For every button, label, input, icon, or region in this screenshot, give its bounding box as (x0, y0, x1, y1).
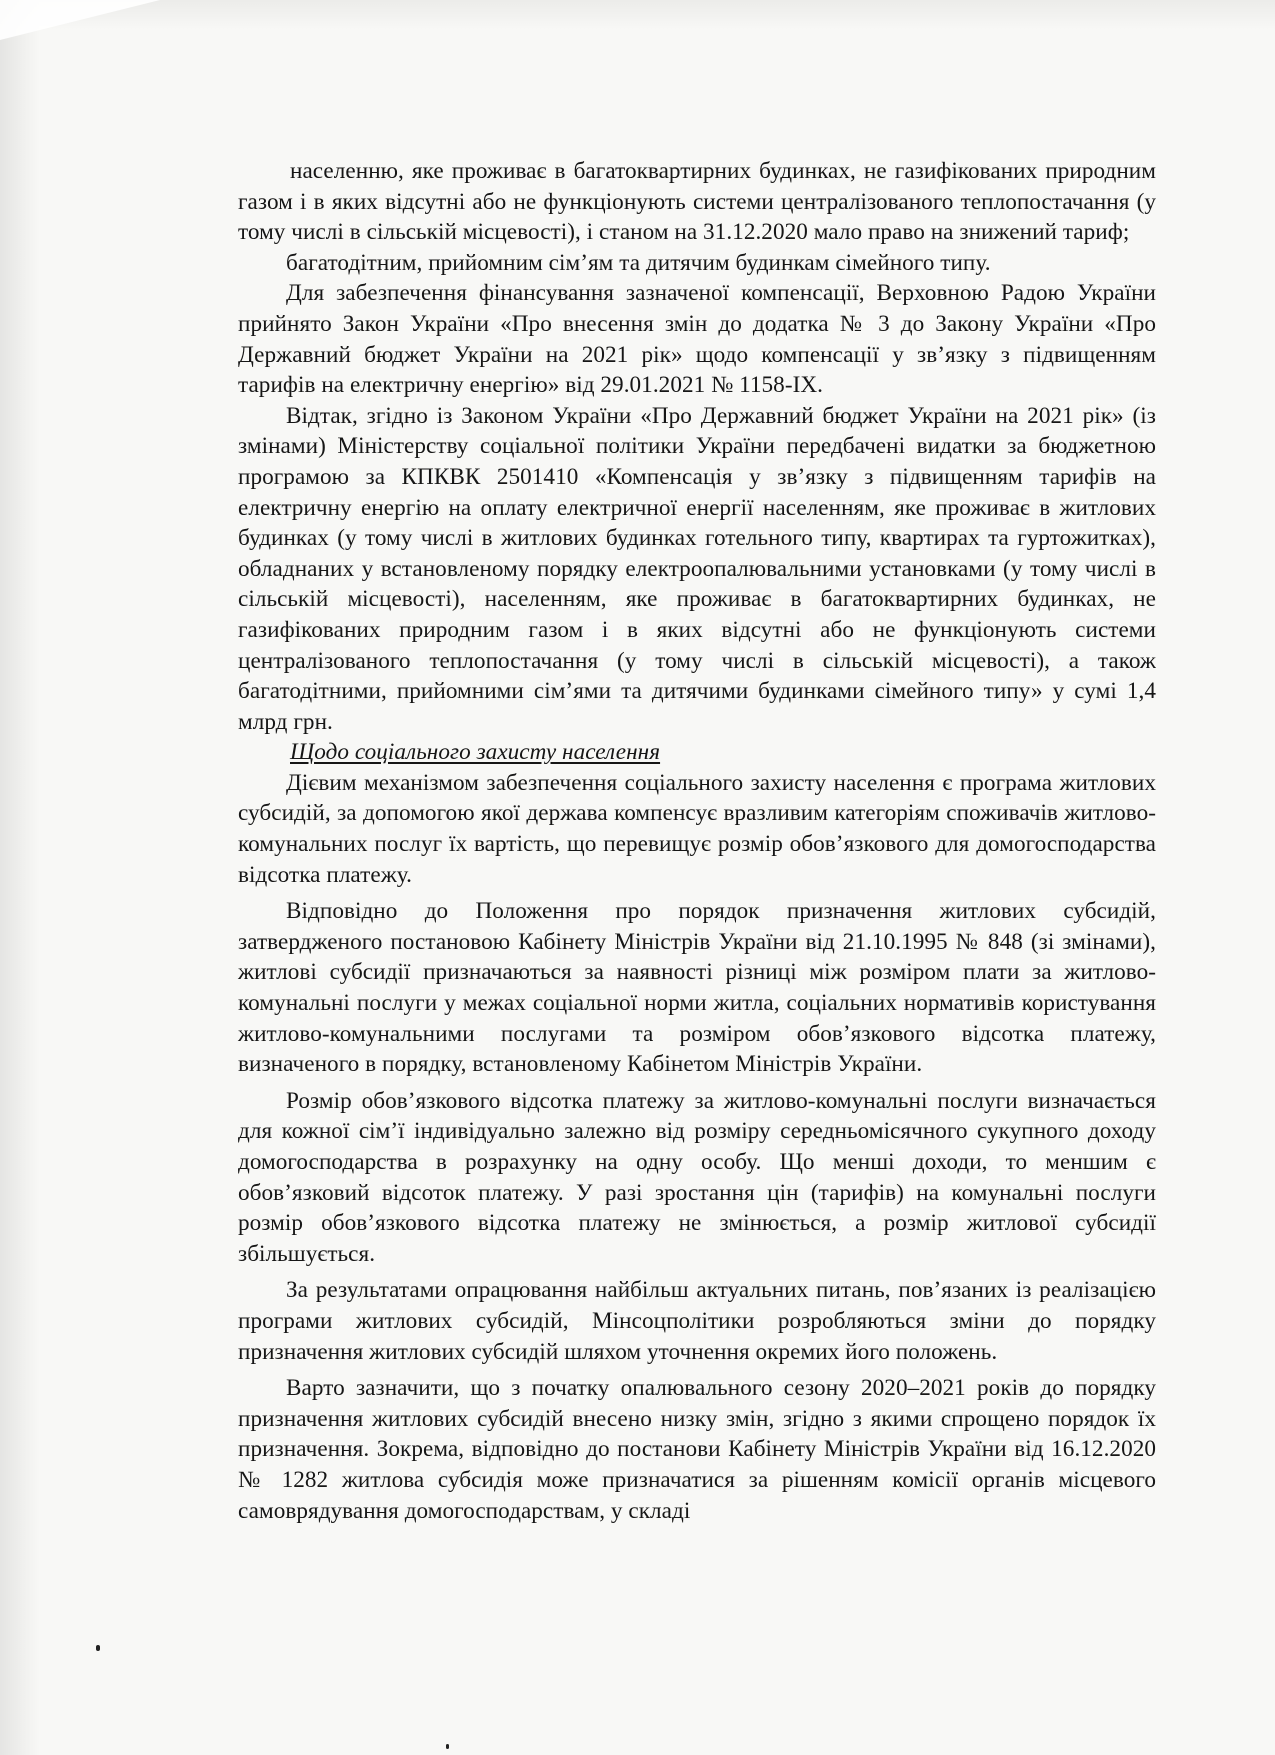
document-body (238, 156, 1156, 1526)
paragraph-4: Відтак, згідно із Законом України «Про Державний бюджет України на 2021 рік» (із змінами) Міністерству соціальної політики України передбачені видатки за бюджетною програмою за КПКВК 2501410 «Компенсація у зв’язку з підвищенням тарифів на електричну енергію на оплату електричної енергії населенням, яке проживає в житлових будинках (у тому числі в житлових будинках готельного типу, квартирах та гуртожитках), обладнаних у встановленому порядку електроопалювальними установками (у тому числі в сільській місцевості), населенням, яке проживає в багатоквартирних будинках, не газифікованих природним газом і в яких відсутні або не функціонують системи централізованого теплопостачання (у тому числі в сільській місцевості), а також багатодітними, прийомними сім’ями та дитячими будинками сімейного типу» у сумі 1,4 млрд грн. (238, 402, 1156, 735)
paragraph-9: Варто зазначити, що з початку опалювального сезону 2020–2021 років до порядку призначення житлових субсидій внесено низку змін, згідно з якими спрощено порядок їх призначення. Зокрема, відповідно до постанови Кабінету Міністрів України від 16.12.2020 № 1282 житлова субсидія може призначатися за рішенням комісії органів місцевого самоврядування домогосподарствам, у складі (238, 1375, 1156, 1524)
paragraph-8: За результатами опрацювання найбільш актуальних питань, пов’язаних із реалізацією програми житлових субсидій, Мінсоцполітики розробляються зміни до порядку призначення житлових субсидій шляхом уточнення окремих його положень. (238, 1277, 1156, 1365)
page-corner-fold (0, 0, 160, 40)
paragraph-3: Для забезпечення фінансування зазначеної компенсації, Верховною Радою України прийнято Закон України «Про внесення змін до додатка № 3 до Закону України «Про Державний бюджет України на 2021 рік» щодо компенсації у зв’язку з підвищенням тарифів на електричну енергію» від 29.01.2021 № 1158-IX. (238, 280, 1156, 399)
scan-speck (446, 1744, 449, 1749)
paragraph-6: Відповідно до Положення про порядок призначення житлових субсидій, затвердженого постановою Кабінету Міністрів України від 21.10.1995 № 848 (зі змінами), житлові субсидії призначаються за наявності різниці між розміром плати за житлово-комунальні послуги у межах соціальної норми житла, соціальних нормативів користування житлово-комунальними послугами та розміром обов’язкового відсотка платежу, визначеного в порядку, встановленому Кабінетом Міністрів України. (238, 898, 1156, 1078)
scan-speck (96, 1645, 100, 1651)
paragraph-2: багатодітним, прийомним сім’ям та дитячим будинкам сімейного типу. (286, 249, 991, 276)
paragraph-5: Дієвим механізмом забезпечення соціального захисту населення є програма житлових субсидій, за допомогою якої держава компенсує вразливим категоріям споживачів житлово-комунальних послуг їх вартість, що перевищує розмір обов’язкового для домогосподарства відсотка платежу. (238, 769, 1156, 888)
paragraph-1: населенню, яке проживає в багатоквартирних будинках, не газифікованих природним газом і в яких відсутні або не функціонують системи централізованого теплопостачання (у тому числі в сільській місцевості), і станом на 31.12.2020 мало право на знижений тариф; (238, 158, 1156, 246)
section-heading: Щодо соціального захисту населення (290, 739, 661, 766)
paragraph-7: Розмір обов’язкового відсотка платежу за житлово-комунальні послуги визначається для кожної сім’ї індивідуально залежно від розміру середньомісячного сукупного доходу домогосподарства в розрахунку на одну особу. Що менші доходи, то меншим є обов’язковий відсоток платежу. У разі зростання цін (тарифів) на комунальні послуги розмір обов’язкового відсотка платежу не змінюється, а розмір житлової субсидії збільшується. (238, 1087, 1156, 1267)
